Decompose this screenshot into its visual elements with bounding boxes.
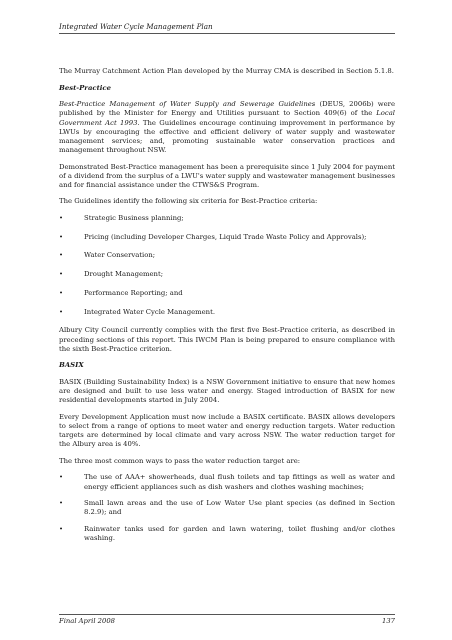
bullet-icon: • xyxy=(59,251,64,260)
best-practice-paragraph-2: Demonstrated Best-Practice management has been a prerequisite since 1 July 2004 for payment of a dividend from the surplus of a LWU's water supply and wastewater management businesses and for financial assistance under the CTWS&S Program. xyxy=(59,162,395,189)
bullet-icon: • xyxy=(59,213,64,222)
bullet-icon: • xyxy=(59,270,64,279)
list-item xyxy=(59,270,395,279)
bullet-icon: • xyxy=(59,232,64,241)
guidelines-rest-text: . The Guidelines encourage continuing improvement in performance by LWUs by encouraging the effective and efficient delivery of water supply and wastewater management services; and, promoting sustainable water conservation practices and management throughout NSW. xyxy=(59,118,395,154)
list-item xyxy=(59,525,395,543)
running-footer xyxy=(59,614,395,625)
act-title: Local Government Act 1993 xyxy=(59,109,395,127)
running-header xyxy=(59,23,395,34)
basix-heading: BASIX xyxy=(59,361,84,370)
criteria-text: Performance Reporting; and xyxy=(84,288,183,297)
bullet-icon: • xyxy=(59,473,64,482)
basix-paragraph-3: The three most common ways to pass the water reduction target are: xyxy=(59,456,301,465)
way-text: Small lawn areas and the use of Low Water Use plant species (as defined in Section 8.2.9); and xyxy=(84,499,395,517)
list-item xyxy=(59,214,395,223)
bullet-icon: • xyxy=(59,288,64,297)
footer-date: Final April 2008 xyxy=(59,617,115,625)
list-item xyxy=(59,499,395,517)
bullet-icon: • xyxy=(59,499,64,508)
guidelines-intro-text: (DEUS, 2006b) were published by the Minister for Energy and Utilities pursuant to Section 409(6) of the xyxy=(59,100,395,118)
best-practice-heading: Best-Practice xyxy=(59,83,111,92)
basix-paragraph-1: BASIX (Building Sustainability Index) is a NSW Government initiative to ensure that new homes are designed and built to use less water and energy. Staged introduction of BASIX for new residential developments started in July 2004. xyxy=(59,377,395,405)
best-practice-paragraph-4: Albury City Council currently complies with the first five Best-Practice criteria, as described in preceding sections of this report. This IWCM Plan is being prepared to ensure compliance with the sixth Best-Practice criterion. xyxy=(59,326,395,353)
list-item xyxy=(59,251,395,260)
way-text: The use of AAA+ showerheads, dual flush toilets and tap fittings as well as water and energy efficient appliances such as dish washers and clothes washing machines; xyxy=(84,473,395,491)
basix-ways-list xyxy=(59,473,395,543)
basix-paragraph-2: Every Development Application must now include a BASIX certificate. BASIX allows developers to select from a range of options to meet water and energy reduction targets. Water reduction targets are determined by local climate and vary across NSW. The water reduction target for the Albury area is 40%. xyxy=(59,412,395,449)
intro-paragraph: The Murray Catchment Action Plan developed by the Murray CMA is described in Section 5.1.8. xyxy=(59,67,394,75)
list-item xyxy=(59,233,395,242)
bullet-icon: • xyxy=(59,524,64,533)
guidelines-title: Best-Practice Management of Water Supply and Sewerage Guidelines xyxy=(59,100,316,109)
page-number: 137 xyxy=(382,617,395,625)
list-item xyxy=(59,473,395,491)
criteria-text: Integrated Water Cycle Management. xyxy=(84,307,215,316)
criteria-text: Strategic Business planning; xyxy=(84,213,184,222)
criteria-text: Drought Management; xyxy=(84,270,164,279)
list-item xyxy=(59,308,395,317)
page-content xyxy=(59,67,395,550)
best-practice-paragraph-3: The Guidelines identify the following six criteria for Best-Practice criteria: xyxy=(59,197,318,206)
best-practice-paragraph-1 xyxy=(59,100,395,155)
way-text: Rainwater tanks used for garden and lawn watering, toilet flushing and/or clothes washing. xyxy=(84,524,395,542)
criteria-list xyxy=(59,214,395,317)
header-title: Integrated Water Cycle Management Plan xyxy=(59,22,213,31)
criteria-text: Water Conservation; xyxy=(84,251,156,260)
list-item xyxy=(59,289,395,298)
bullet-icon: • xyxy=(59,307,64,316)
criteria-text: Pricing (including Developer Charges, Liquid Trade Waste Policy and Approvals); xyxy=(84,232,367,241)
